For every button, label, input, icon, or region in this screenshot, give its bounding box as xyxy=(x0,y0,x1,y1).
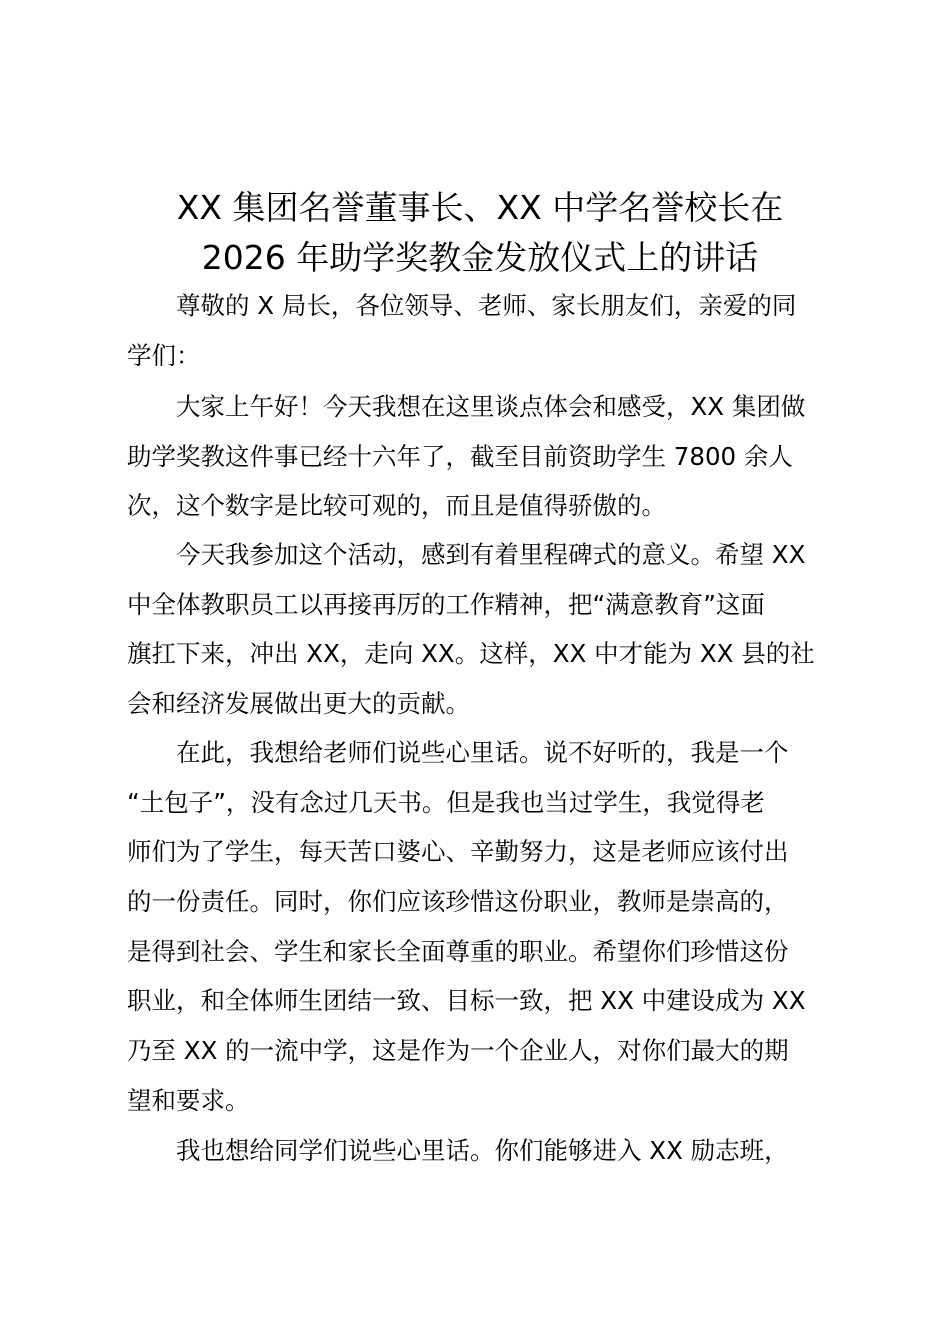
text-line: 旗扛下来，冲出 XX，走向 XX。这样，XX 中才能为 XX 县的社 xyxy=(127,639,815,669)
text-line: 乃至 XX 的一流中学，这是作为一个企业人，对你们最大的期 xyxy=(127,1036,789,1066)
paragraph-greeting xyxy=(127,382,847,531)
text-line: 我也想给同学们说些心里话。你们能够进入 XX 励志班， xyxy=(176,1136,789,1165)
text-line: “土包子”，没有念过几天书。但是我也当过学生，我觉得老 xyxy=(127,787,765,817)
text-line: 学们： xyxy=(127,340,201,370)
text-line: 中全体教职员工以再接再厉的工作精神，把“满意教育”这面 xyxy=(127,589,765,619)
document-title-line-2: 2026 年助学奖教金发放仪式上的讲话 xyxy=(201,238,759,277)
text-line: 助学奖教这件事已经十六年了，截至目前资助学生 7800 余人 xyxy=(127,441,793,471)
text-line: 大家上午好！今天我想在这里谈点体会和感受，XX 集团做 xyxy=(176,392,806,421)
paragraph-to-students xyxy=(127,1126,847,1176)
text-line: 尊敬的 X 局长，各位领导、老师、家长朋友们，亲爱的同 xyxy=(176,291,797,320)
text-line: 今天我参加这个活动，感到有着里程碑式的意义。希望 XX xyxy=(176,540,806,569)
text-line: 望和要求。 xyxy=(127,1085,250,1115)
text-line: 在此，我想给老师们说些心里话。说不好听的，我是一个 xyxy=(176,738,789,767)
paragraph-salutation xyxy=(127,281,847,380)
document-title-line-1: XX 集团名誉董事长、XX 中学名誉校长在 xyxy=(176,188,784,227)
text-line: 师们为了学生，每天苦口婆心、辛勤努力，这是老师应该付出 xyxy=(127,837,789,867)
text-line: 职业，和全体师生团结一致、目标一致，把 XX 中建设成为 XX xyxy=(127,986,806,1016)
paragraph-to-teachers xyxy=(127,728,847,1126)
text-line: 的一份责任。同时，你们应该珍惜这份职业，教师是崇高的， xyxy=(127,887,789,917)
paragraph-milestone xyxy=(127,530,847,729)
text-line: 是得到社会、学生和家长全面尊重的职业。希望你们珍惜这份 xyxy=(127,936,789,966)
text-line: 会和经济发展做出更大的贡献。 xyxy=(127,689,470,719)
text-line: 次，这个数字是比较可观的，而且是值得骄傲的。 xyxy=(127,491,666,521)
